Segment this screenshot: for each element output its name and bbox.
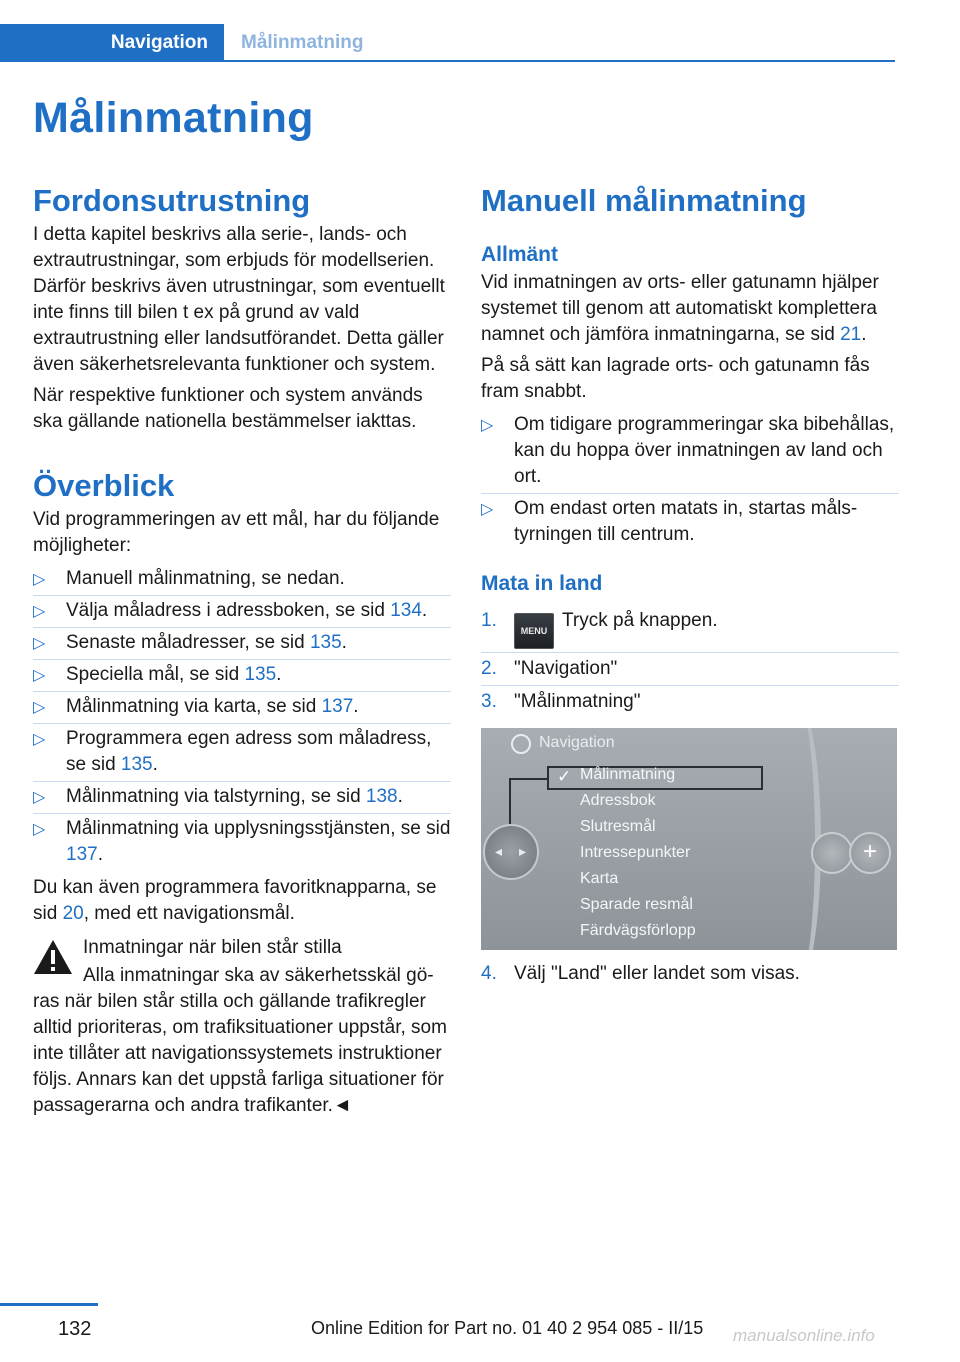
screen-title: Navigation (539, 734, 615, 751)
warning-body-wrap (33, 963, 451, 1119)
page-link[interactable]: 21 (840, 324, 862, 345)
list-item: ▷ Programmera egen adress som måladress, se sid 135. (33, 724, 451, 782)
paragraph: När respektive funktioner och system används ska gällande nationella bestämmelser iakttas. (33, 385, 423, 432)
list-item: ▷ Om tidigare programmeringar ska bibehållas, kan du hoppa över inmatningen av land och ort. (481, 410, 899, 494)
triangle-bullet-icon: ▷ (481, 501, 494, 518)
screen-menu-item: Karta (580, 870, 619, 887)
right-column (481, 180, 899, 990)
page-link[interactable]: 135 (120, 754, 153, 775)
triangle-bullet-icon: ▷ (33, 635, 46, 652)
list-item: ▷ Målinmatning via upplysningsstjänsten, se sid 137. (33, 818, 451, 865)
warning-triangle-icon (33, 939, 73, 975)
warning-body: Alla inmatningar ska av säkerhetsskäl göras när bilen står stilla och gällande trafikregler alltid prioriteras, om trafiksituationer uppstår, som inte tillåter att navigationssystemets instruktioner följs. Annars kan det uppstå farliga situationer för passagerarna och andra trafikanter.◄ (33, 965, 447, 1116)
triangle-bullet-icon: ▷ (481, 417, 494, 434)
paragraph: I detta kapitel beskrivs alla serie-, lands- och extrautrustningar, som erbjuds för modellserien. Därför beskrivs även utrustningar, som eventuellt inte finns till bilen t ex på grund av vald extrautrustning eller landsutförandet. Detta gäller även säkerhetsrelevanta funktioner och system. (33, 224, 445, 375)
list-item: ▷ Senaste måladresser, se sid 135. (33, 628, 451, 660)
screen-menu-item: Slutresmål (580, 818, 656, 835)
triangle-bullet-icon: ▷ (33, 603, 46, 620)
checkmark-icon: ✓ (557, 767, 572, 786)
triangle-bullet-icon: ▷ (33, 789, 46, 806)
scroll-arc (771, 728, 821, 950)
page-link[interactable]: 135 (244, 664, 277, 685)
page-link[interactable]: 134 (390, 600, 422, 621)
page-number: 132 (58, 1318, 92, 1340)
list-item: ▷ Om endast orten matats in, startas målstyrningen till centrum. (481, 498, 858, 545)
warning-block (33, 935, 451, 961)
zoom-in-knob-icon: + (849, 832, 891, 874)
paragraph: Vid inmatningen av orts- eller gatunamn hjälper systemet till genom att automatiskt komplettera namnet och jämföra inmatningarna, se sid 21. (481, 272, 879, 345)
paragraph: Du kan även programmera favoritknapparna, se sid 20, med ett navigationsmål. (33, 877, 437, 924)
section-heading-manuell: Manuell målinmatning (481, 183, 807, 218)
zoom-out-knob-icon (811, 832, 853, 874)
controller-knob-icon: ◂ ▸ (483, 824, 539, 880)
page-link[interactable]: 20 (62, 903, 84, 924)
page-link[interactable]: 137 (321, 696, 354, 717)
section-heading-overblick: Överblick (33, 468, 175, 503)
list-item: ▷ Målinmatning via karta, se sid 137. (33, 692, 451, 724)
triangle-bullet-icon: ▷ (33, 821, 46, 838)
subheading-allmant: Allmänt (481, 243, 559, 266)
page-title: Målinmatning (33, 94, 314, 142)
list-item: ▷ Målinmatning via talstyrning, se sid 138. (33, 782, 451, 814)
screen-menu-item: Målinmatning (580, 766, 676, 783)
step-item: 3. "Målinmatning" (481, 691, 641, 712)
header-tab-navigation[interactable]: Navigation (0, 24, 224, 62)
triangle-bullet-icon: ▷ (33, 699, 46, 716)
step-item: 1. MENU Tryck på knappen. (481, 605, 899, 653)
options-list (33, 564, 451, 871)
list-item: ▷ Välja måladress i adressboken, se sid 134. (33, 596, 451, 628)
connector-line (509, 778, 549, 830)
screen-menu-item: Färdvägsförlopp (580, 922, 696, 939)
warning-title: Inmatningar när bilen står stilla (83, 937, 342, 958)
section-heading-fordonsutrustning: Fordonsutrustning (33, 183, 311, 218)
running-header (0, 24, 895, 62)
watermark: manualsonline.info (733, 1326, 875, 1345)
notes-list (481, 410, 899, 551)
paragraph: Vid programmeringen av ett mål, har du följande möjligheter: (33, 509, 440, 556)
edition-note: Online Edition for Part no. 01 40 2 954 085 - II/15 (311, 1318, 704, 1338)
subheading-mata-in-land: Mata in land (481, 572, 603, 595)
screen-menu-item: Intressepunkter (580, 844, 691, 861)
screen-menu-item: Adressbok (580, 792, 656, 809)
paragraph: På så sätt kan lagrade orts- och gatunamn fås fram snabbt. (481, 355, 870, 402)
triangle-bullet-icon: ▷ (33, 667, 46, 684)
page-link[interactable]: 137 (66, 844, 98, 865)
footer-rule (0, 1303, 98, 1306)
left-column (33, 180, 451, 1124)
triangle-bullet-icon: ▷ (33, 571, 46, 588)
step-item: 4. Välj "Land" eller landet som visas. (481, 963, 800, 984)
steps-list (481, 605, 899, 718)
list-item: ▷ Manuell målinmatning, se nedan. (33, 564, 451, 596)
page-link[interactable]: 135 (309, 632, 342, 653)
menu-button-icon: MENU (514, 613, 554, 649)
idrive-screen-image (481, 728, 897, 950)
navigation-compass-icon (511, 734, 531, 754)
steps-list-continued (481, 958, 899, 990)
triangle-bullet-icon: ▷ (33, 731, 46, 748)
page-link[interactable]: 138 (365, 786, 398, 807)
step-item: 2. "Navigation" (481, 653, 899, 686)
header-tab-malinmatning[interactable]: Målinmatning (241, 32, 364, 53)
list-item: ▷ Speciella mål, se sid 135. (33, 660, 451, 692)
screen-menu-item: Sparade resmål (580, 896, 693, 913)
